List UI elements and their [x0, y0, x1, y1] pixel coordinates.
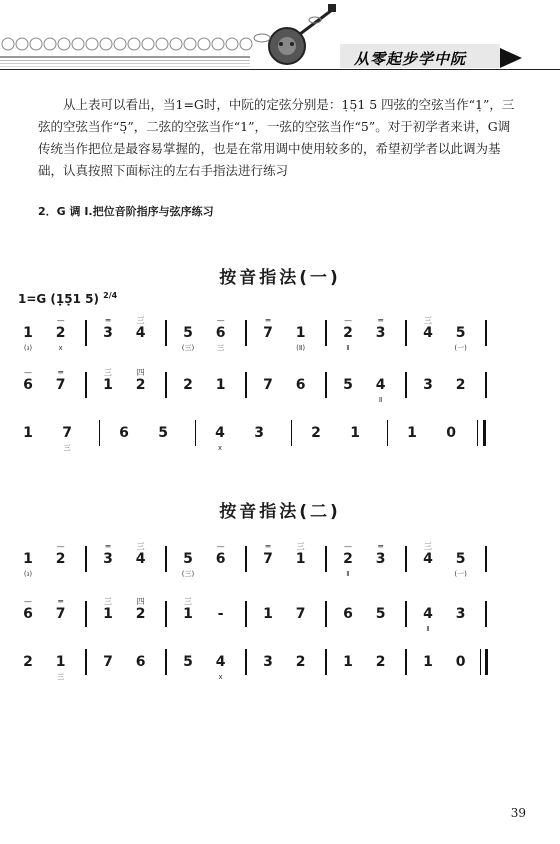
barline [195, 420, 196, 446]
notation-note [338, 645, 358, 685]
note-digit: 2 [295, 654, 306, 670]
notation-note [371, 542, 391, 582]
note-digit: 7 [263, 325, 273, 341]
note-digit: 1 [183, 606, 193, 622]
fingering-mark: — [344, 542, 352, 551]
notation-note [211, 645, 231, 685]
fingering-mark: ═ [378, 542, 384, 551]
notation-note [418, 368, 438, 408]
exercise-1-title: 按音指法(一) [219, 268, 341, 288]
notation-note [51, 316, 71, 356]
final-barline-thin [480, 649, 481, 675]
note-digit: 7 [55, 606, 66, 622]
notation-note [338, 542, 358, 582]
note-digit: 1 [295, 551, 306, 567]
string-mark: (三) [181, 570, 195, 578]
note-digit: 5 [375, 606, 386, 622]
string-mark: Ⅱ [378, 396, 383, 404]
note-digit: 3 [455, 606, 466, 622]
notation-note [98, 316, 118, 356]
barline [99, 420, 100, 446]
key-label: 1=G (1̣5̣1 5) [18, 292, 99, 306]
note-digit: 2 [375, 654, 386, 670]
exercise-1-staff-row [18, 316, 502, 356]
notation-note [338, 368, 358, 408]
note-digit: 6 [119, 425, 129, 441]
fingering-mark: 三 [104, 368, 112, 377]
string-mark: (₃) [23, 344, 33, 352]
note-digit: 6 [23, 377, 33, 393]
note-digit: 7 [263, 377, 273, 393]
fingering-mark: — [56, 316, 65, 325]
string-mark: x [218, 673, 223, 681]
note-digit: 0 [455, 654, 466, 670]
note-digit: 1 [263, 606, 273, 622]
note-digit: 2 [55, 551, 66, 567]
note-digit: 2 [343, 551, 353, 567]
notation-note [18, 316, 38, 356]
note-digit: 2 [135, 377, 146, 393]
note-digit: 6 [343, 606, 353, 622]
fingering-mark: — [24, 368, 32, 377]
exercise-1-staff-row [18, 368, 502, 408]
note-digit: 5 [183, 551, 193, 567]
fingering-mark: ═ [265, 542, 271, 551]
note-digit: 4 [423, 325, 433, 341]
page-header [0, 0, 560, 80]
fingering-mark: — [216, 542, 225, 551]
notation-note [211, 542, 231, 582]
notation-note [178, 597, 198, 637]
notation-note [114, 416, 134, 456]
barline [485, 546, 486, 572]
note-digit: 1 [407, 425, 417, 441]
note-digit: 0 [446, 425, 457, 441]
fingering-mark: ═ [105, 542, 111, 551]
barline [245, 320, 246, 346]
notation-note [402, 416, 422, 456]
notation-note [98, 645, 118, 685]
barline [165, 649, 166, 675]
note-digit: 5 [183, 654, 193, 670]
exercise-1-staff-row [18, 416, 502, 456]
note-digit: 1 [343, 654, 353, 670]
barline [245, 372, 246, 398]
string-mark: (Ⅱ) [296, 344, 306, 352]
notation-note [18, 416, 38, 456]
barline [85, 372, 86, 398]
section-heading: 2．G 调 I.把位音阶指序与弦序练习 [38, 205, 214, 218]
note-digit: 4 [375, 377, 386, 393]
notation-note [211, 597, 231, 637]
barline [85, 649, 86, 675]
fingering-mark: — [344, 316, 352, 325]
exercise-2-staff-row [18, 645, 502, 685]
notation-note [371, 316, 391, 356]
notation-note [258, 316, 278, 356]
note-digit: 3 [103, 325, 113, 341]
notation-note [451, 542, 471, 582]
barline [485, 601, 486, 627]
note-digit: 2 [23, 654, 33, 670]
note-digit: 2 [311, 425, 321, 441]
notation-note [131, 368, 151, 408]
barline [85, 546, 86, 572]
notation-note [258, 542, 278, 582]
notation-note [18, 597, 38, 637]
barline [325, 649, 326, 675]
note-digit: 3 [375, 551, 386, 567]
notation-note [291, 597, 311, 637]
barline [405, 372, 406, 398]
header-dot-row [2, 38, 252, 50]
header-decoration [0, 0, 560, 80]
string-mark: Ⅱ [346, 570, 350, 578]
note-digit: 3 [103, 551, 113, 567]
note-digit: 1 [23, 425, 33, 441]
barline [405, 649, 406, 675]
notation-note [371, 368, 391, 408]
note-digit: 6 [215, 325, 226, 341]
note-digit: 1 [23, 325, 33, 341]
notation-note [418, 316, 438, 356]
barline [325, 320, 326, 346]
note-digit: 4 [423, 551, 433, 567]
string-mark: (三) [181, 344, 195, 352]
fingering-mark: 三 [296, 542, 305, 551]
note-digit: 2 [455, 377, 466, 393]
barline [165, 546, 166, 572]
note-digit: 1 [295, 325, 306, 341]
notation-note [441, 416, 461, 456]
notation-note [211, 368, 231, 408]
notation-note [98, 368, 118, 408]
barline [85, 601, 86, 627]
fingering-mark: 三 [184, 597, 192, 606]
time-signature: 2/4 [103, 291, 118, 300]
note-digit: 1 [103, 606, 113, 622]
notation-note [18, 645, 38, 685]
barline [245, 649, 246, 675]
note-digit: 6 [295, 377, 306, 393]
fingering-mark: 三 [424, 542, 432, 551]
fingering-mark: 四 [136, 368, 145, 377]
barline [325, 546, 326, 572]
notation-note [131, 316, 151, 356]
note-digit: 3 [375, 325, 386, 341]
notation-note [291, 542, 311, 582]
notation-note [291, 316, 311, 356]
barline [85, 320, 86, 346]
fingering-mark: 三 [136, 542, 145, 551]
note-digit: 7 [103, 654, 113, 670]
notation-note [418, 645, 438, 685]
note-digit: 4 [215, 654, 226, 670]
note-digit: 1 [350, 425, 361, 441]
barline [325, 372, 326, 398]
note-digit: 5 [343, 377, 353, 393]
notation-note [306, 416, 326, 456]
string-mark: (一) [454, 344, 467, 352]
notation-note [98, 597, 118, 637]
barline [485, 372, 486, 398]
note-digit: 2 [55, 325, 66, 341]
fingering-mark: 三 [104, 597, 112, 606]
notation-note [51, 368, 71, 408]
notation-note [153, 416, 173, 456]
notation-note [178, 316, 198, 356]
note-digit: 4 [135, 325, 146, 341]
intro-paragraph: 从上表可以看出，当1=G时，中阮的定弦分别是：1̣5̣1 5 四弦的空弦当作“1̣”，三弦的空弦当作“5̣”，二弦的空弦当作“1”，一弦的空弦当作“5”。对于初学者来讲，G调传统当作把位是最容易掌握的，也是在常用调中使用较多的，希望初学者以此调为基础，认真按照下面标注的左右手指法进行练习 [38, 97, 515, 178]
book-title: 从零起步学中阮 [354, 50, 467, 68]
string-mark: 三 [57, 673, 65, 681]
note-digit: 7 [62, 425, 73, 441]
barline [245, 601, 246, 627]
fingering-mark: ═ [378, 316, 384, 325]
fingering-mark: 三 [136, 316, 145, 325]
fingering-mark: ═ [105, 316, 111, 325]
string-mark: Ⅱ [426, 625, 430, 633]
note-digit: 4 [423, 606, 433, 622]
string-mark: x [217, 444, 223, 452]
notation-note [18, 542, 38, 582]
barline [291, 420, 292, 446]
key-signature [18, 291, 117, 306]
barline [245, 546, 246, 572]
notation-note [258, 645, 278, 685]
barline [405, 601, 406, 627]
notation-note [451, 597, 471, 637]
notation-note [51, 645, 71, 685]
note-digit: 7 [263, 551, 273, 567]
notation-note [338, 316, 358, 356]
barline [485, 320, 486, 346]
notation-note [98, 542, 118, 582]
note-digit: 2 [183, 377, 193, 393]
barline [165, 601, 166, 627]
string-mark: Ⅱ [346, 344, 350, 352]
note-digit: 4 [135, 551, 146, 567]
note-digit: 5 [455, 551, 466, 567]
notation-note [51, 597, 71, 637]
string-mark: 三 [217, 344, 225, 352]
notation-note [57, 416, 77, 456]
final-barline-thin [477, 420, 478, 446]
fingering-mark: — [24, 597, 32, 606]
note-digit: 7 [55, 377, 66, 393]
ruan-instrument-icon [254, 4, 336, 64]
notation-note [291, 645, 311, 685]
notation-note [51, 542, 71, 582]
note-digit: 2 [135, 606, 146, 622]
fingering-mark: — [216, 316, 225, 325]
notation-note [211, 316, 231, 356]
note-digit: 3 [254, 425, 265, 441]
page-number: 39 [510, 806, 526, 820]
note-digit: 1 [23, 551, 33, 567]
notation-note [258, 597, 278, 637]
notation-note [345, 416, 365, 456]
note-digit: 3 [423, 377, 433, 393]
barline [165, 372, 166, 398]
note-digit: 6 [135, 654, 146, 670]
notation-note [131, 597, 151, 637]
fingering-mark: ═ [58, 368, 64, 377]
notation-note [451, 316, 471, 356]
string-mark: (一) [454, 570, 467, 578]
note-digit: 5 [158, 425, 169, 441]
barline [405, 320, 406, 346]
note-digit: 4 [215, 425, 225, 441]
notation-note [418, 542, 438, 582]
note-digit: 3 [263, 654, 273, 670]
fingering-mark: 四 [136, 597, 145, 606]
notation-note [371, 597, 391, 637]
notation-note [178, 368, 198, 408]
note-digit: 7 [295, 606, 306, 622]
notation-note [338, 597, 358, 637]
notation-note [291, 368, 311, 408]
fingering-mark: — [56, 542, 65, 551]
notation-note [451, 645, 471, 685]
note-digit: 1 [215, 377, 226, 393]
notation-note [451, 368, 471, 408]
notation-note [249, 416, 269, 456]
barline [325, 601, 326, 627]
final-barline [483, 420, 486, 446]
exercise-2-title: 按音指法(二) [219, 502, 341, 522]
fingering-mark: ═ [265, 316, 271, 325]
string-mark: x [58, 344, 63, 352]
final-barline [485, 649, 488, 675]
note-digit: 1 [103, 377, 113, 393]
barline [165, 320, 166, 346]
fingering-mark: 三 [424, 316, 432, 325]
exercise-2-staff-row [18, 597, 502, 637]
barline [387, 420, 388, 446]
string-mark: (₃) [23, 570, 33, 578]
fingering-mark: ═ [58, 597, 64, 606]
notation-note [131, 645, 151, 685]
notation-note [371, 645, 391, 685]
notation-note [178, 542, 198, 582]
note-digit: 5 [455, 325, 466, 341]
note-digit: 6 [23, 606, 33, 622]
notation-note [178, 645, 198, 685]
string-mark: 三 [63, 444, 71, 452]
note-digit: 1 [423, 654, 433, 670]
note-digit: 2 [343, 325, 353, 341]
barline [405, 546, 406, 572]
note-digit: 6 [215, 551, 226, 567]
note-digit: 5 [183, 325, 193, 341]
exercise-2-staff-row [18, 542, 502, 582]
notation-note [418, 597, 438, 637]
notation-note [131, 542, 151, 582]
notation-note [18, 368, 38, 408]
note-digit: 1 [55, 654, 66, 670]
note-digit: - [217, 606, 224, 622]
notation-note [210, 416, 230, 456]
notation-note [258, 368, 278, 408]
